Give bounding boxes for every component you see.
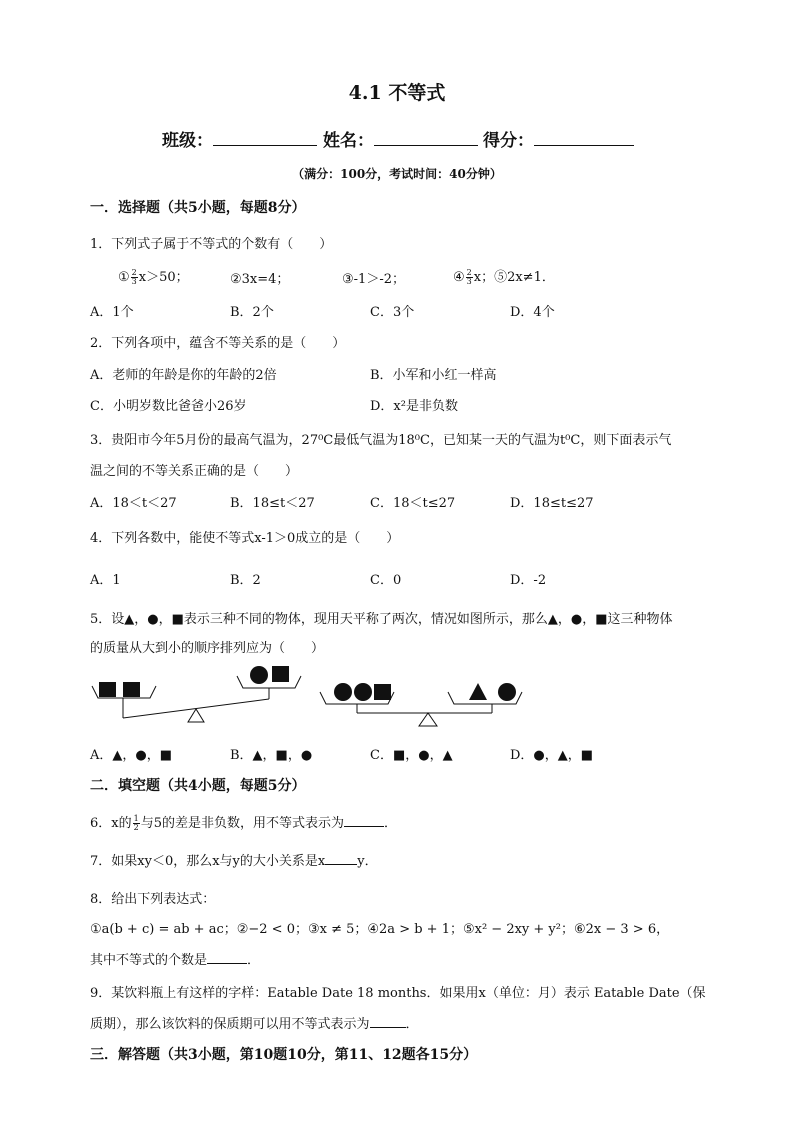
section3-heading: 三．解答题（共3小题，第10题10分，第11、12题各15分） <box>90 1047 478 1063</box>
score-label: 得分： <box>483 131 534 151</box>
class-label: 班级： <box>162 131 213 151</box>
score-field <box>483 126 634 151</box>
balance-scale-left <box>92 666 301 722</box>
page-title: 4.1 不等式 <box>348 82 446 104</box>
balance-scales-figure <box>88 660 548 728</box>
q9-line1: 9．某饮料瓶上有这样的字样：Eatable Date 18 months．如果用x（单位：月）表示 Eatable Date（保 <box>90 986 706 1001</box>
class-field <box>162 126 317 151</box>
circle-shape <box>354 683 372 701</box>
q4-stem: 4．下列各数中，能使不等式x-1＞0成立的是（ ） <box>90 531 400 546</box>
square-shape <box>272 666 289 682</box>
name-field <box>323 126 478 151</box>
q8-stem: 8．给出下列表达式： <box>90 892 216 907</box>
q4-option-b[interactable]: B．2 <box>230 573 261 588</box>
q8-ask: 其中不等式的个数是 ． <box>90 953 261 968</box>
q1-item-2: ②3x=4； <box>230 272 290 287</box>
q6-answer-blank[interactable] <box>344 814 384 827</box>
scale2-fulcrum <box>419 713 437 726</box>
exam-note: （满分：100分，考试时间：40分钟） <box>292 167 502 181</box>
name-label: 姓名： <box>323 131 374 151</box>
circle-shape <box>498 683 516 701</box>
q3-line2: 温之间的不等关系正确的是（ ） <box>90 464 299 479</box>
q5-option-c[interactable]: C．■，●，▲ <box>370 748 453 763</box>
q8-expressions: ①a(b + c) = ab + ac；②−2 < 0；③x ≠ 5；④2a > b + 1；⑤x² − 2xy + y²；⑥2x − 3 > 6， <box>90 922 670 937</box>
q1-item-4: ④ $\frac{2}{3}$ x；⑤2x≠1． <box>453 268 555 286</box>
q8-answer-blank[interactable] <box>207 951 247 964</box>
q9-answer-blank[interactable] <box>370 1015 406 1028</box>
q1-option-a[interactable]: A．1个 <box>90 305 134 320</box>
q2-option-d[interactable]: D．x²是非负数 <box>370 399 458 414</box>
triangle-shape <box>469 683 487 700</box>
q6-stem: 6．x的 $\frac{1}{2}$ 与5的差是非负数，用不等式表示为 ． <box>90 814 397 832</box>
square-shape <box>374 684 391 700</box>
score-blank[interactable] <box>534 128 634 146</box>
q1-option-d[interactable]: D．4个 <box>510 305 555 320</box>
section2-heading: 二．填空题（共4小题，每题5分） <box>90 778 306 794</box>
fraction: $\frac{2}{3}$ <box>131 268 137 286</box>
q7-stem: 7．如果xy＜0，那么x与y的大小关系是x y． <box>90 854 378 869</box>
q7-answer-blank[interactable] <box>325 852 357 865</box>
q2-option-b[interactable]: B．小军和小红一样高 <box>370 368 497 383</box>
q1-stem: 1．下列式子属于不等式的个数有（ ） <box>90 237 333 252</box>
q2-option-c[interactable]: C．小明岁数比爸爸小26岁 <box>90 399 247 414</box>
q3-option-b[interactable]: B．18≤t＜27 <box>230 496 315 511</box>
name-blank[interactable] <box>374 128 478 146</box>
circle-shape <box>250 666 268 684</box>
q4-option-a[interactable]: A．1 <box>90 573 121 588</box>
scale1-fulcrum <box>188 709 204 722</box>
q2-stem: 2．下列各项中，蕴含不等关系的是（ ） <box>90 336 346 351</box>
q1-option-c[interactable]: C．3个 <box>370 305 415 320</box>
class-blank[interactable] <box>213 128 317 146</box>
fraction: $\frac{1}{2}$ <box>133 814 139 832</box>
square-shape <box>123 682 140 697</box>
q4-option-c[interactable]: C．0 <box>370 573 402 588</box>
q5-line2: 的质量从大到小的顺序排列应为（ ） <box>90 641 325 656</box>
balance-scale-right <box>320 683 522 726</box>
q5-option-a[interactable]: A．▲，●，■ <box>90 748 173 763</box>
fraction: $\frac{2}{3}$ <box>466 268 472 286</box>
q3-option-d[interactable]: D．18≤t≤27 <box>510 496 594 511</box>
section1-heading: 一．选择题（共5小题，每题8分） <box>90 200 306 216</box>
q3-option-a[interactable]: A．18＜t＜27 <box>90 496 177 511</box>
q3-line1: 3．贵阳市今年5月份的最高气温为，27⁰C最低气温为18⁰C，已知某一天的气温为t⁰C，则下面表示气 <box>90 433 672 448</box>
circle-shape <box>334 683 352 701</box>
square-shape <box>99 682 116 697</box>
q9-line2: 质期），那么该饮料的保质期可以用不等式表示为 ． <box>90 1017 419 1032</box>
q5-option-b[interactable]: B．▲，■，● <box>230 748 313 763</box>
scale1-right-pan <box>237 676 301 688</box>
q4-option-d[interactable]: D．-2 <box>510 573 547 588</box>
q2-option-a[interactable]: A．老师的年龄是你的年龄的2倍 <box>90 368 277 383</box>
q1-item-3: ③-1＞-2； <box>342 272 405 287</box>
q1-option-b[interactable]: B．2个 <box>230 305 274 320</box>
q5-option-d[interactable]: D．●，▲，■ <box>510 748 594 763</box>
q1-item-1: ① $\frac{2}{3}$ x＞50； <box>118 268 189 286</box>
q3-option-c[interactable]: C．18＜t≤27 <box>370 496 456 511</box>
q5-line1: 5．设▲，●，■表示三种不同的物体，现用天平称了两次，情况如图所示，那么▲，●，■这三种物体 <box>90 612 673 627</box>
